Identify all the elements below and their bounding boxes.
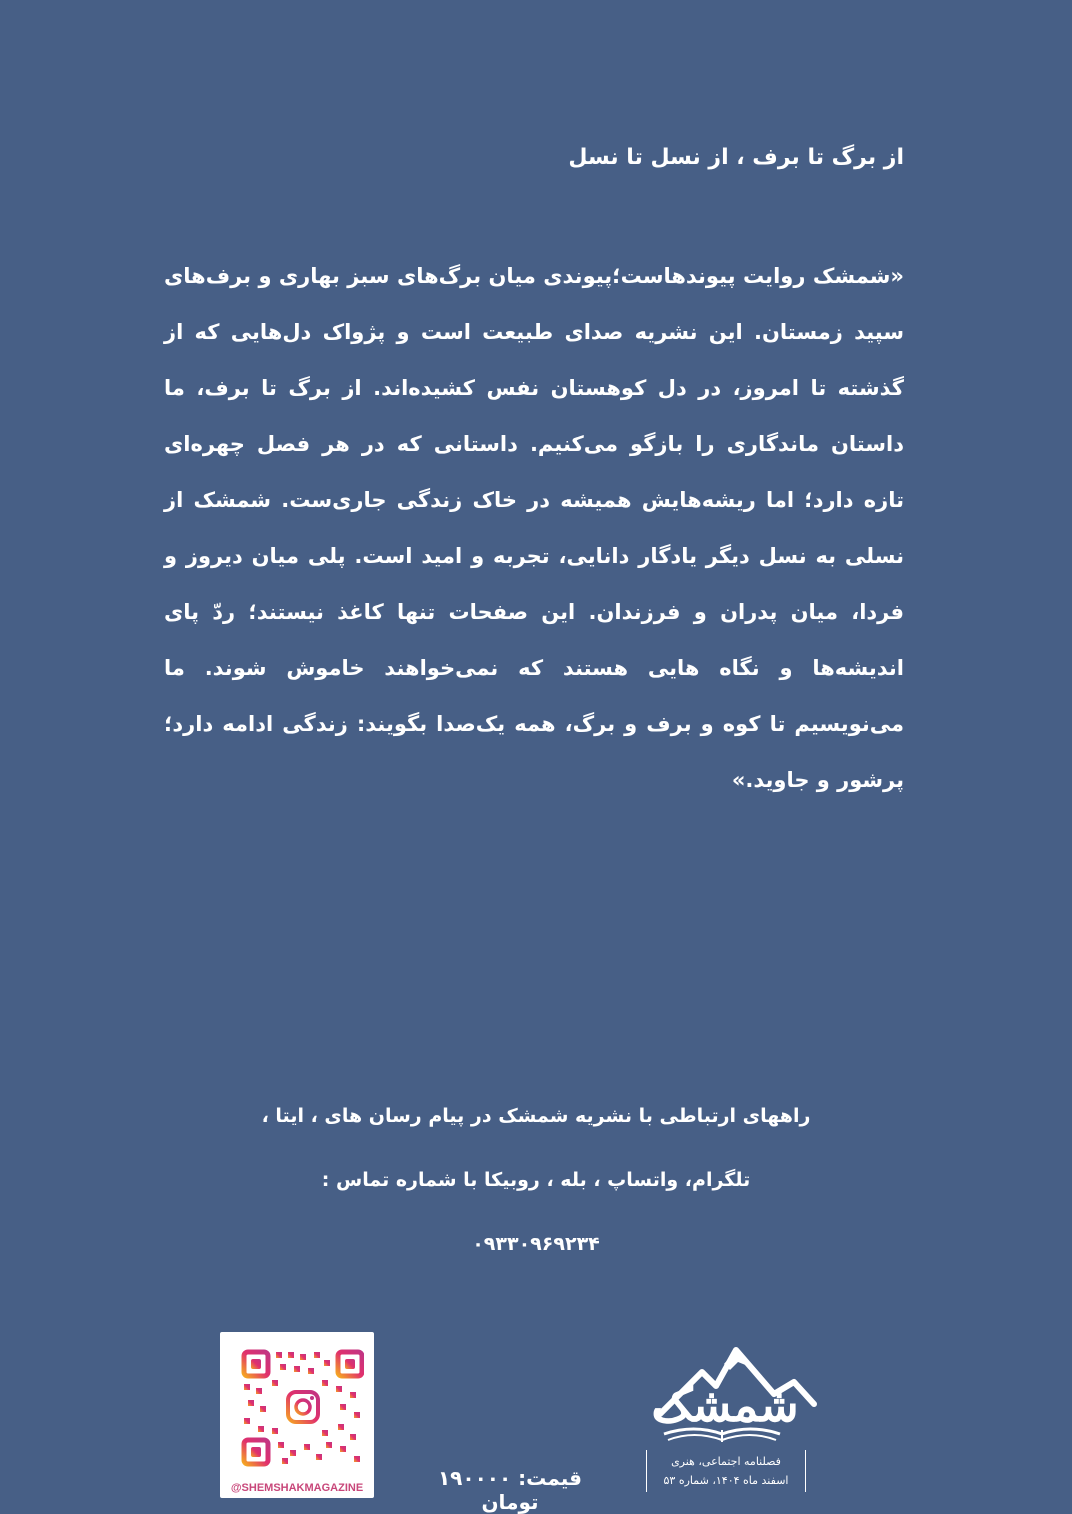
description-paragraph: «شمشک روایت پیوندهاست؛پیوندی میان برگ‌های سبز بهاری و برف‌های سپید زمستان. این نشریه صدای طبیعت است و پژواک دل‌هایی که از گذشته تا امروز، در دل کوهستان نفس کشیده‌اند. از برگ تا برف، ما داستان ماندگاری را بازگو می‌کنیم. داستانی که در هر فصل چهره‌ای تازه دارد؛ اما ریشه‌هایش همیشه در خاک زندگی جاری‌ست. شمشک از نسلی به نسل دیگر یادگار دانایی، تجربه و امید است. پلی میان دیروز و فردا، میان پدران و فرزندان. این صفحات تنها کاغذ نیستند؛ ردّ پای اندیشه‌ها و نگاه هایی هستند که نمی‌خواهند خاموش شوند. ما می‌نویسیم تا کوه و برف و برگ، همه یک‌صدا بگویند: زندگی ادامه دارد؛ پرشور و جاوید.» (164, 264, 904, 792)
instagram-handle: @SHEMSHAKMAGAZINE (230, 1482, 364, 1494)
price-label: قیمت: ۱۹۰۰۰۰ تومان (437, 1466, 583, 1514)
tagline: از برگ تا برف ، از نسل تا نسل (568, 145, 904, 170)
issue-info: اسفند ماه ۱۴۰۴، شماره ۵۳ (663, 1474, 789, 1487)
magazine-info (646, 1450, 806, 1492)
instagram-qr-code[interactable] (220, 1332, 374, 1498)
magazine-subtitle: فصلنامه اجتماعی، هنری (671, 1455, 781, 1468)
contact-section (236, 1094, 836, 1286)
phone-number: ۰۹۳۳۰۹۶۹۲۳۴ (472, 1233, 600, 1255)
instagram-icon (288, 1392, 318, 1422)
qr-code-graphic (230, 1340, 364, 1470)
contact-line-2: تلگرام، واتساپ ، بله ، روبیکا با شماره تماس : (321, 1169, 751, 1191)
contact-line-1: راههای ارتباطی با نشریه شمشک در پیام رسان های ، ایتا ، (261, 1105, 811, 1127)
logo-wordmark: شمشک (651, 1378, 799, 1432)
